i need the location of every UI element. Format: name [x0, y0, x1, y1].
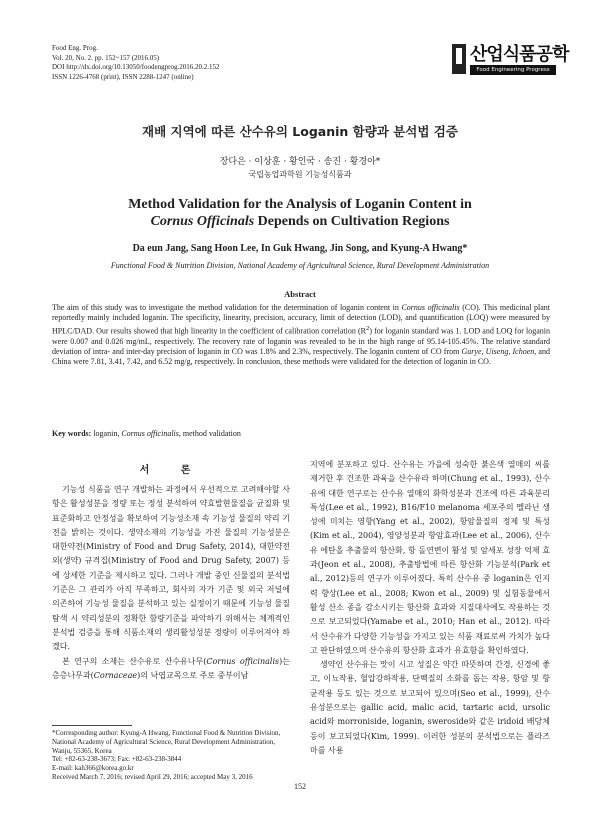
species-name: Cornus Officinals [150, 214, 255, 229]
footnote-divider [52, 725, 132, 726]
abstract-part: and China were 7.81, 3.41, 7.42, and 6.52 mg/g, respectively. In conclusion, these methods were validated for the detection of loganin in CO. [52, 346, 550, 367]
title-korean: 재배 지역에 따른 산수유의 Loganin 함량과 분석법 검증 [142, 124, 458, 139]
abstract-part: ) for loganin standard was 1. LOD and LOQ for loganin were 0.007 and 0.026 mg/mL, respectively. The recovery rate of loganin was revealed to be in the high range of 95.14-105.45%. The relative standard deviation of intra- and inter-day precision of loganin in CO was 1.8% and 2.3%, respectively. The loganin content of CO from [52, 326, 551, 356]
abstract-part: (CO). This medicinal plant reportedly mainly included loganin. The specificity, linearity, precision, accuracy, limit of detection (LOD), and quantification (LOQ) were measured by HPLC/DAD. Our results showed that high linearity in the coefficient of calibration correlation (R [52, 303, 551, 336]
abstract-regions: Gurye, Uiseng, Ichoen, [461, 346, 537, 356]
journal-logo [452, 40, 569, 84]
journal-issn: ISSN 1226-4768 (print), ISSN 2288-1247 (online) [52, 72, 194, 81]
page-number: 152 [294, 782, 306, 791]
title-english-line1: Method Validation for the Analysis of Loganin Content in [128, 197, 472, 212]
abstract-text [52, 303, 550, 367]
title-english-rest: Depends on Cultivation Regions [254, 214, 450, 229]
authors-english: Da eun Jang, Sang Hoon Lee, In Guk Hwang, Jin Song, and Kyung-A Hwang* [132, 243, 468, 254]
body-column-right [310, 458, 550, 758]
footnote-author: *Corresponding author: Kyung-A Hwang, Functional Food & Nutrition Division, National Academy of Agricultural Science, Rural Development Administration, Wanju, 55365, Korea [52, 729, 281, 755]
text-run: )는 층층나무과( [52, 656, 290, 680]
affiliation-korean: 국립농업과학원 기능성식품과 [248, 170, 352, 179]
affiliation-english: Functional Food & Nutrition Division, National Academy of Agricultural Science, Rural Development Administration [110, 261, 490, 270]
paragraph: 지역에 분포하고 있다. 산수유는 가을에 성숙한 붉은색 열매의 씨를 제거한 후 건조한 과육을 산수유라 하며(Chung et al., 1993), 산수유에 대한 연구로는 산수유 열매의 화학성분과 건조에 따른 과육분리특성(Lee et al., 1992), B16/F10 melanoma 세포주의 멜라닌 생성에 미치는 영향(Yang et al., 2002), 항암물질의 정제 및 특성(Kim et al., 2004), 영양성분과 항암효과(Lee et al., 2006), 산수유 에탄올 추출물의 항산화, 항 돌연변이 활성 및 암세포 성장 억제 효과(Jeon et al., 2008), 추출방법에 따른 항산화 기능분석(Park et al., 2012)등의 연구가 이루어졌다. 특히 산수유 중 loganin은 인지력 향상(Lee et al., 2008; Kwon et al., 2009) 및 실험동물에서 활성 산소 종을 감소시키는 항산화 효과와 지질대사에도 작용하는 것으로 보고되었다(Yamabe et al., 2010; Han et al., 2012). 따라서 산수유가 다양한 기능성을 가지고 있는 식품 재료로써 가치가 높다고 판단하였으며 산수유의 항산화 효과가 유효함을 확인하였다. [310, 460, 550, 655]
logo-mark-icon [452, 44, 466, 74]
section-title: 서 론 [139, 465, 205, 476]
text-run: 본 연구의 소재는 산수유로 산수유나무( [62, 656, 207, 666]
abstract-part: The aim of this study was to investigate the method validation for the determination of loganin content in [52, 303, 402, 312]
logo-subtitle: Food Engineering Progress [470, 65, 556, 75]
paragraph: 생약인 산수유는 맛이 시고 성질은 약간 따뜻하며 간경, 신경에 좋고, 이뇨작용, 혈압강하작용, 단백질의 소화를 돕는 작용, 항암 및 항균작용 등도 있는 것으로 보고되어 있으며(Seo et al., 1999), 산수유성분으로는 gallic acid, malic acid, tartaric acid, ursolic acid와 morroniside, loganin, sweroside와 같은 iridoid 배당체 등이 보고되었다(Kim, 1999). 이러한 성분의 분석법으로는 플라즈마를 사용 [310, 660, 550, 755]
keyword: , method validation [178, 429, 241, 438]
footnote-dates: Received March 7, 2016; revised April 29, 2016; accepted May 3, 2016 [52, 772, 253, 781]
abstract-superscript: 2 [366, 324, 370, 332]
paragraph: 기능성 식품을 연구 개발하는 과정에서 우선적으로 고려해야할 사항은 활성성분을 정량 또는 정성 분석하여 약효발현물질을 균질화 및 표준화하고 안정성을 확보하여 기능성소재 속 기능성 물질의 약리 기전을 밝히는 것이다. 생약소재의 기능성을 가진 물질의 기능성분은 대한약전(Ministry of Food and Drug Safety, 2014), 대한약전외(생약) 규격집(Ministry of Food and Drug Safety, 2007) 등에 상세한 기준을 제시하고 있다. 그러나 개발 중인 신물질의 분석법 기준은 그 관리가 아직 부족하고, 회사의 자가 기준 및 외국 저널에 의존하여 기능성 물질을 분석하고 있는 실정이기 때문에 기능성 물질 탐색 시 약리성분의 정확한 함량기준을 파악하기 위해서는 체계적인 분석법 검증을 통해 식품소재의 생리활성성분 정량이 이루어져야 하겠다. [52, 485, 290, 652]
journal-header [52, 44, 219, 82]
text-run: )의 낙엽교목으로 주로 중부이남 [137, 670, 249, 680]
title-english-line2 [40, 213, 560, 230]
title-english [40, 196, 560, 230]
keywords-label: Key words: [52, 429, 92, 438]
journal-name: Food Eng. Prog. [52, 44, 98, 52]
abstract-heading: Abstract [284, 289, 316, 299]
paragraph [52, 655, 290, 684]
footnote-phone: Tel: +82-63-238-3673; Fax: +82-63-238-3844 [52, 755, 182, 764]
keyword: Cornus officinalis [121, 429, 179, 438]
body-column-left [52, 483, 290, 683]
footnote [52, 729, 290, 782]
keywords [52, 429, 550, 438]
authors-korean: 장다은 · 이상훈 · 황인국 · 송진 · 황경아* [219, 157, 381, 167]
abstract-species: Cornus officinalis [401, 303, 460, 312]
text-run: Cornus officinalis [206, 656, 280, 666]
journal-doi: DOI http://dx.doi.org/10.13050/foodengprog.2016.20.2.152 [52, 63, 220, 71]
journal-volume: Vol. 20, No. 2. pp. 152~157 (2016.05) [52, 53, 160, 62]
keyword: loganin, [91, 429, 122, 438]
text-run: Cornaceae [93, 670, 138, 680]
footnote-email: E-mail: kah366@korea.go.kr [52, 764, 134, 773]
logo-text: 산업식품공학 [470, 44, 569, 65]
